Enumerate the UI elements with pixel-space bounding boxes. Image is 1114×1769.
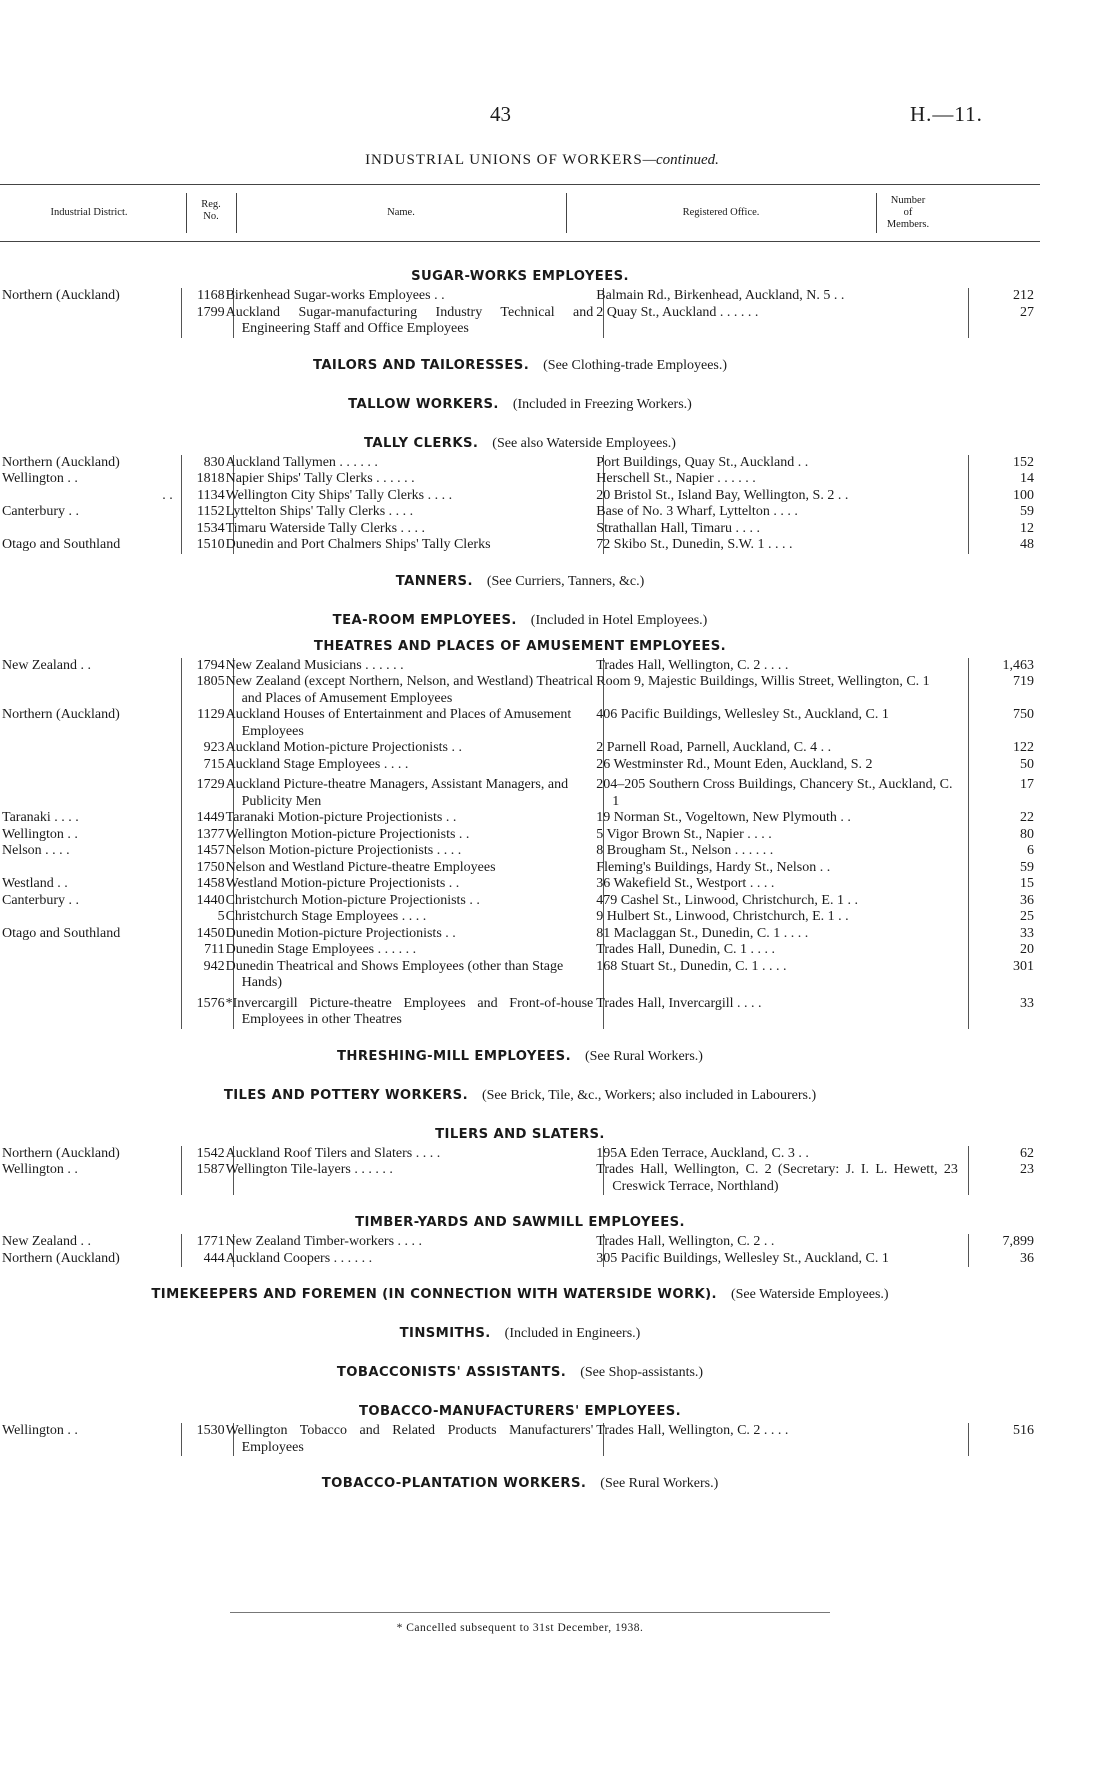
section-tobacco-plantation [0,1469,1040,1495]
cell-district [0,959,181,992]
section-note: (See Clothing-trade Employees.) [543,357,728,373]
cell-office: 26 Westminster Rd., Mount Eden, Auckland, S. 2 [604,757,969,774]
cell-office: 8 Brougham St., Nelson . . . . . . [604,843,969,860]
section-note: (See Shop-assistants.) [580,1365,704,1380]
cell-members: 59 [968,860,1040,877]
cell-members: 516 [968,1423,1040,1456]
cell-office: 406 Pacific Buildings, Wellesley St., Auckland, C. 1 [604,707,969,740]
cell-reg: 1587 [181,1162,233,1195]
cell-members: 23 [968,1162,1040,1195]
cell-name: Christchurch Motion-picture Projectionists . . [233,893,604,910]
footnote-divider [230,1612,830,1613]
cell-members: 1,463 [968,658,1040,675]
cell-name: Dunedin Stage Employees . . . . . . [233,942,604,959]
cell-office: Room 9, Majestic Buildings, Willis Street, Wellington, C. 1 [604,674,969,707]
cell-office: Herschell St., Napier . . . . . . [604,471,969,488]
cell-reg: 1750 [181,860,233,877]
cell-district: Canterbury . . [2,892,79,908]
cell-office: Fleming's Buildings, Hardy St., Nelson . . [604,860,969,877]
cell-name: Wellington City Ships' Tally Clerks . . . . [233,488,604,505]
table-row [0,843,1040,860]
cell-office: 168 Stuart St., Dunedin, C. 1 . . . . [604,959,969,992]
cell-office: 36 Wakefield St., Westport . . . . [604,876,969,893]
cell-name: New Zealand (except Northern, Nelson, and Westland) Theatrical and Places of Amusement Employees [233,674,604,707]
cell-office: Trades Hall, Invercargill . . . . [604,992,969,1029]
cell-name: New Zealand Timber-workers . . . . [233,1234,604,1251]
col-reg-line1: Reg. [201,199,221,210]
cell-district [0,674,181,707]
cell-district: Northern (Auckland) [2,288,120,303]
section-theatres [0,632,1040,1029]
cell-name: Auckland Sugar-manufacturing Industry Technical and Engineering Staff and Office Employees [233,305,604,338]
cell-district: Northern (Auckland) [2,454,120,470]
section-sugar-works [0,262,1040,338]
cell-members: 7,899 [968,1234,1040,1251]
cell-district: Northern (Auckland) [2,707,120,722]
table-row [0,992,1040,1029]
cell-members: 48 [968,537,1040,554]
section-title-text: TANNERS. [395,573,473,589]
cell-reg: 715 [181,757,233,774]
cell-name: Dunedin and Port Chalmers Ships' Tally Clerks [233,537,604,554]
cell-name: Auckland Coopers . . . . . . [233,1251,604,1268]
section-note: (See also Waterside Employees.) [492,435,676,451]
section-tiles-pottery [0,1081,1040,1107]
cell-district: Northern (Auckland) [2,1145,120,1161]
cell-members: 62 [968,1146,1040,1163]
cell-members: 12 [968,521,1040,538]
table-row [0,521,1040,538]
cell-members: 33 [968,926,1040,943]
table-row [0,471,1040,488]
page-title [0,152,1084,169]
table-row [0,674,1040,707]
section-note: (See Rural Workers.) [584,1048,703,1064]
table-row [0,1162,1040,1195]
section-note: (Included in Hotel Employees.) [530,612,708,628]
cell-district [0,521,181,538]
cell-reg: 923 [181,740,233,757]
col-office: Registered Office. [682,207,760,218]
cell-district [0,909,181,926]
cell-district: Wellington . . [2,471,78,486]
cell-members: 719 [968,674,1040,707]
table-row [0,893,1040,910]
section-title-text: TOBACCONISTS' ASSISTANTS. [336,1365,567,1380]
cell-reg: 1805 [181,674,233,707]
cell-members: 36 [968,893,1040,910]
cell-members: 20 [968,942,1040,959]
cell-members: 33 [968,992,1040,1029]
table-row [0,1423,1040,1456]
section-note: (Included in Engineers.) [504,1326,641,1341]
cell-members: 17 [968,773,1040,810]
cell-members: 750 [968,707,1040,740]
cell-district: Wellington . . [2,1423,78,1438]
footnote: * Cancelled subsequent to 31st December, 1938. [396,1622,644,1634]
cell-name: Timaru Waterside Tally Clerks . . . . [233,521,604,538]
table-row [0,810,1040,827]
cell-reg: 830 [181,455,233,472]
table-row [0,876,1040,893]
union-table [0,1423,1040,1456]
cell-name: Auckland Stage Employees . . . . [233,757,604,774]
section-title-text: THRESHING-MILL EMPLOYEES. [337,1048,571,1064]
section-title: SUGAR-WORKS EMPLOYEES. [411,269,629,284]
cell-name: Nelson Motion-picture Projectionists . . . . [233,843,604,860]
section-title-text: TOBACCO-PLANTATION WORKERS. [321,1476,587,1491]
cell-district: Otago and Southland [2,537,121,552]
cell-name: Lyttelton Ships' Tally Clerks . . . . [233,504,604,521]
section-title-text: TALLY CLERKS. [364,435,479,451]
section-title [0,351,1040,377]
cell-name: *Invercargill Picture-theatre Employees and Front-of-house Employees in other Theatres [233,992,604,1029]
cell-members: 22 [968,810,1040,827]
table-row [0,658,1040,675]
union-table [0,288,1040,338]
cell-reg: 1458 [181,876,233,893]
section-note: (See Curriers, Tanners, &c.) [486,573,645,589]
table-row [0,305,1040,338]
cell-office: Trades Hall, Wellington, C. 2 . . . . [604,658,969,675]
table-row [0,488,1040,505]
table-row [0,1146,1040,1163]
cell-reg: 5 [181,909,233,926]
col-name: Name. [387,207,415,218]
cell-name: Christchurch Stage Employees . . . . [233,909,604,926]
cell-reg: 1449 [181,810,233,827]
cell-reg: 1134 [181,488,233,505]
cell-district: Nelson . . . . [2,843,70,858]
table-row [0,1234,1040,1251]
union-table [0,1146,1040,1196]
table-row [0,740,1040,757]
section-tinsmiths [0,1319,1040,1345]
section-title-text: TAILORS AND TAILORESSES. [312,357,530,373]
cell-district: Taranaki . . . . [2,810,79,825]
section-tallow [0,390,1040,416]
cell-district [0,992,181,1029]
cell-reg: 1799 [181,305,233,338]
cell-district: Canterbury . . [2,504,79,519]
table-row [0,288,1040,305]
cell-district: . . [162,487,173,503]
section-title-text: TEA-ROOM EMPLOYEES. [332,612,517,628]
cell-reg: 1440 [181,893,233,910]
cell-office: Strathallan Hall, Timaru . . . . [604,521,969,538]
cell-name: Auckland Picture-theatre Managers, Assistant Managers, and Publicity Men [233,773,604,810]
cell-district [0,773,181,810]
section-timber-yards [0,1208,1040,1267]
cell-office: Trades Hall, Wellington, C. 2 (Secretary: J. I. L. Hewett, 23 Creswick Terrace, Northland) [604,1162,969,1195]
section-title [0,1469,1040,1495]
cell-name: Wellington Motion-picture Projectionists . . [233,827,604,844]
col-members-line3: Members. [886,219,930,230]
cell-members: 301 [968,959,1040,992]
cell-office: 305 Pacific Buildings, Wellesley St., Auckland, C. 1 [604,1251,969,1268]
cell-name: Birkenhead Sugar-works Employees . . [233,288,604,305]
column-header-row [0,184,1040,242]
cell-name: Taranaki Motion-picture Projectionists . . [233,810,604,827]
cell-office: 204–205 Southern Cross Buildings, Chancery St., Auckland, C. 1 [604,773,969,810]
cell-office: 72 Skibo St., Dunedin, S.W. 1 . . . . [604,537,969,554]
cell-district [0,860,181,877]
cell-members: 15 [968,876,1040,893]
section-title: TOBACCO-MANUFACTURERS' EMPLOYEES. [358,1404,682,1419]
cell-name: Auckland Houses of Entertainment and Places of Amusement Employees [233,707,604,740]
cell-office: Port Buildings, Quay St., Auckland . . [604,455,969,472]
table-row [0,860,1040,877]
cell-name: Napier Ships' Tally Clerks . . . . . . [233,471,604,488]
cell-office: 20 Bristol St., Island Bay, Wellington, S. 2 . . [604,488,969,505]
section-note: (Included in Freezing Workers.) [512,396,692,412]
union-table [0,455,1040,554]
table-row [0,757,1040,774]
section-note: (See Rural Workers.) [600,1476,719,1491]
cell-name: Auckland Tallymen . . . . . . [233,455,604,472]
cell-members: 25 [968,909,1040,926]
cell-office: 5 Vigor Brown St., Napier . . . . [604,827,969,844]
cell-reg: 1794 [181,658,233,675]
section-title [0,606,1040,632]
page-number: 43 [490,102,511,126]
table-row [0,773,1040,810]
table-row [0,537,1040,554]
section-title [0,1319,1040,1345]
cell-reg: 711 [181,942,233,959]
cell-members: 59 [968,504,1040,521]
section-title-text: TIMEKEEPERS AND FOREMEN (IN CONNECTION WITH WATERSIDE WORK). [151,1287,717,1302]
section-title [0,567,1040,593]
col-members [876,195,940,231]
page-title-continued: —continued. [642,152,719,168]
cell-reg: 1377 [181,827,233,844]
section-title: TIMBER-YARDS AND SAWMILL EMPLOYEES. [355,1215,685,1230]
section-threshing [0,1042,1040,1068]
union-table [0,1234,1040,1267]
table-row [0,504,1040,521]
cell-members: 212 [968,288,1040,305]
cell-reg: 1771 [181,1234,233,1251]
cell-office: 81 Maclaggan St., Dunedin, C. 1 . . . . [604,926,969,943]
cell-office: Balmain Rd., Birkenhead, Auckland, N. 5 . . [604,288,969,305]
cell-reg: 1534 [181,521,233,538]
cell-members: 122 [968,740,1040,757]
col-reg-line2: No. [203,211,219,222]
section-title: TILERS AND SLATERS. [435,1126,605,1142]
cell-district [0,740,181,757]
cell-district: Otago and Southland [2,925,121,941]
cell-reg: 1510 [181,537,233,554]
cell-members: 80 [968,827,1040,844]
cell-district: Wellington . . [2,826,78,842]
cell-name: New Zealand Musicians . . . . . . [233,658,604,675]
section-title-text: TALLOW WORKERS. [348,396,499,412]
cell-reg: 1152 [181,504,233,521]
table-row [0,827,1040,844]
section-title [0,429,1040,455]
cell-office: 19 Norman St., Vogeltown, New Plymouth . . [604,810,969,827]
cell-district: New Zealand . . [2,657,92,673]
cell-reg: 1530 [181,1423,233,1456]
cell-district: Northern (Auckland) [2,1250,120,1266]
cell-members: 152 [968,455,1040,472]
cell-office: 2 Quay St., Auckland . . . . . . [604,305,969,338]
cell-members: 14 [968,471,1040,488]
cell-office: 2 Parnell Road, Parnell, Auckland, C. 4 . . [604,740,969,757]
cell-office: Trades Hall, Wellington, C. 2 . . . . [604,1423,969,1456]
union-listing [0,262,1040,1495]
section-title [0,1081,1040,1107]
document-code: H.—11. [910,102,983,126]
cell-reg: 1450 [181,926,233,943]
col-reg [186,199,236,223]
cell-name: Wellington Tobacco and Related Products Manufacturers' Employees [233,1423,604,1456]
cell-reg: 1542 [181,1146,233,1163]
union-table [0,658,1040,1029]
table-row [0,909,1040,926]
table-row [0,1251,1040,1268]
section-title-text: TINSMITHS. [399,1326,491,1341]
cell-members: 100 [968,488,1040,505]
col-district: Industrial District. [50,207,128,218]
section-title [0,1358,1040,1384]
section-tally-clerks [0,429,1040,554]
section-title: THEATRES AND PLACES OF AMUSEMENT EMPLOYEES. [313,638,727,654]
cell-name: Dunedin Theatrical and Shows Employees (other than Stage Hands) [233,959,604,992]
cell-name: Nelson and Westland Picture-theatre Employees [233,860,604,877]
cell-members: 50 [968,757,1040,774]
section-tanners [0,567,1040,593]
cell-name: Auckland Motion-picture Projectionists . . [233,740,604,757]
cell-name: Westland Motion-picture Projectionists . . [233,876,604,893]
cell-reg: 444 [181,1251,233,1268]
cell-district [0,757,181,774]
cell-reg: 1168 [181,288,233,305]
cell-office: Trades Hall, Dunedin, C. 1 . . . . [604,942,969,959]
cell-office: 479 Cashel St., Linwood, Christchurch, E. 1 . . [604,893,969,910]
cell-reg: 1818 [181,471,233,488]
cell-district: Westland . . [2,876,68,891]
page-title-main: INDUSTRIAL UNIONS OF WORKERS [365,152,643,168]
cell-office: 9 Hulbert St., Linwood, Christchurch, E. 1 . . [604,909,969,926]
table-row [0,942,1040,959]
cell-reg: 1457 [181,843,233,860]
table-row [0,455,1040,472]
section-title-text: TILES AND POTTERY WORKERS. [223,1087,468,1103]
section-title [0,1042,1040,1068]
section-title [0,1280,1040,1306]
cell-members: 27 [968,305,1040,338]
table-row [0,959,1040,992]
cell-office: Trades Hall, Wellington, C. 2 . . [604,1234,969,1251]
cell-reg: 1576 [181,992,233,1029]
section-note: (See Brick, Tile, &c., Workers; also included in Labourers.) [481,1087,817,1103]
section-tobacconists [0,1358,1040,1384]
table-row [0,707,1040,740]
cell-name: Dunedin Motion-picture Projectionists . . [233,926,604,943]
cell-district: New Zealand . . [2,1234,92,1249]
col-members-line1: Number [890,195,926,206]
section-note: (See Waterside Employees.) [730,1287,889,1302]
cell-members: 36 [968,1251,1040,1268]
cell-reg: 1129 [181,707,233,740]
cell-office: Base of No. 3 Wharf, Lyttelton . . . . [604,504,969,521]
cell-district: Wellington . . [2,1162,78,1177]
cell-reg: 1729 [181,773,233,810]
section-title [0,390,1040,416]
section-timekeepers [0,1280,1040,1306]
cell-office: 195A Eden Terrace, Auckland, C. 3 . . [604,1146,969,1163]
section-tilers-slaters [0,1120,1040,1196]
section-tea-room [0,606,1040,632]
cell-district [0,305,181,338]
cell-district [0,942,181,959]
cell-name: Auckland Roof Tilers and Slaters . . . . [233,1146,604,1163]
col-members-line2: of [903,207,913,218]
section-tailors [0,351,1040,377]
section-tobacco-manufacturers [0,1397,1040,1456]
table-row [0,926,1040,943]
cell-reg: 942 [181,959,233,992]
cell-name: Wellington Tile-layers . . . . . . [233,1162,604,1195]
cell-members: 6 [968,843,1040,860]
